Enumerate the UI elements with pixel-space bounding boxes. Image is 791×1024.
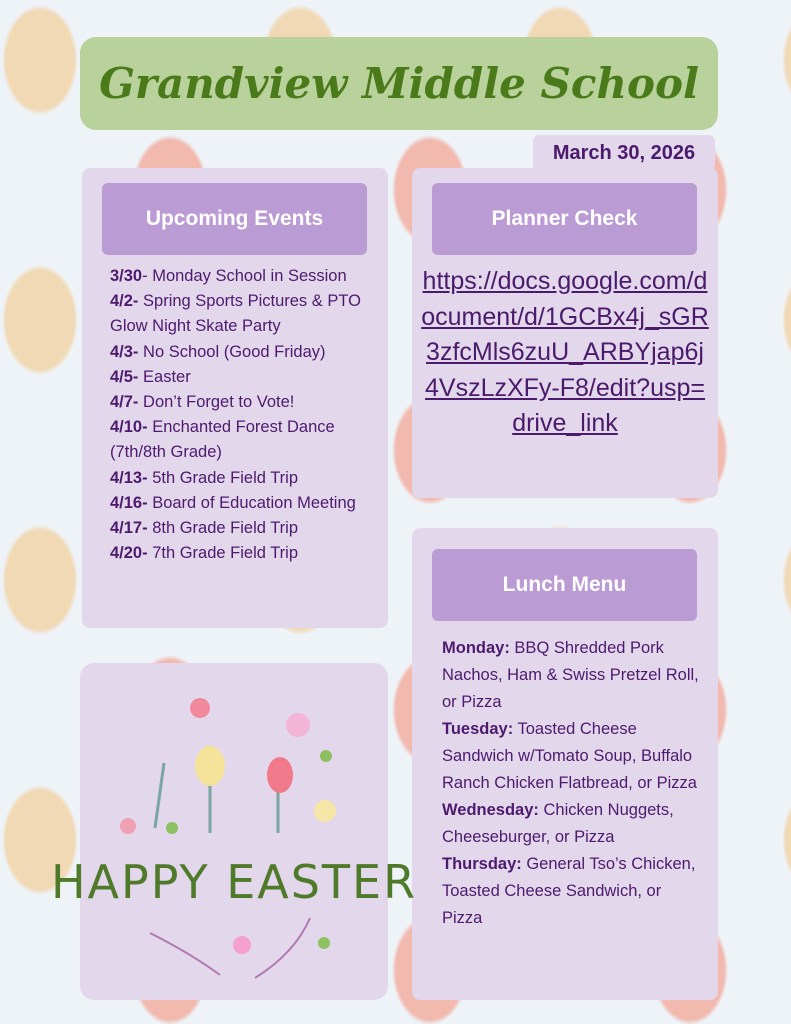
event-item: 3/30- Monday School in Session [110, 267, 347, 285]
events-list [110, 264, 375, 566]
happy-easter-text: HAPPY EASTER [50, 855, 418, 909]
lunch-day: Thursday: General Tso’s Chicken, Toasted Cheese Sandwich, or Pizza [442, 855, 696, 927]
event-item: 4/16- Board of Education Meeting [110, 493, 356, 512]
event-item: 4/2- Spring Sports Pictures & PTO Glow Night Skate Party [110, 292, 361, 336]
lunch-day: Tuesday: Toasted Cheese Sandwich w/Tomato Soup, Buffalo Ranch Chicken Flatbread, or Pizza [442, 720, 697, 792]
planner-link[interactable]: https://docs.google.com/document/d/1GCBx4j_sGR3zfcMls6zuU_ARBYjap6j4VszLzXFy-F8/edit?usp=drive_link [421, 267, 709, 437]
lunch-day: Monday: BBQ Shredded Pork Nachos, Ham & Swiss Pretzel Roll, or Pizza [442, 639, 699, 711]
newsletter-date: March 30, 2026 [533, 135, 715, 171]
happy-easter-card [50, 663, 418, 1000]
event-item: 4/5- Easter [110, 367, 191, 386]
flower-icon [120, 698, 336, 954]
event-item: 4/17- 8th Grade Field Trip [110, 519, 299, 538]
lunch-menu [442, 635, 704, 932]
easter-flowers-illustration [50, 663, 418, 1000]
event-item: 4/7- Don’t Forget to Vote! [110, 393, 295, 412]
lunch-heading: Lunch Menu [432, 549, 697, 621]
planner-heading: Planner Check [432, 183, 697, 255]
event-item: 4/10- Enchanted Forest Dance (7th/8th Grade) [110, 418, 335, 462]
event-item: 4/13- 5th Grade Field Trip [110, 468, 299, 487]
event-item: 4/20- 7th Grade Field Trip [110, 544, 299, 563]
school-title: Grandview Middle School [80, 37, 718, 130]
events-heading: Upcoming Events [102, 183, 367, 255]
lunch-day: Wednesday: Chicken Nuggets, Cheeseburger, or Pizza [442, 801, 674, 846]
event-item: 4/3- No School (Good Friday) [110, 342, 326, 361]
